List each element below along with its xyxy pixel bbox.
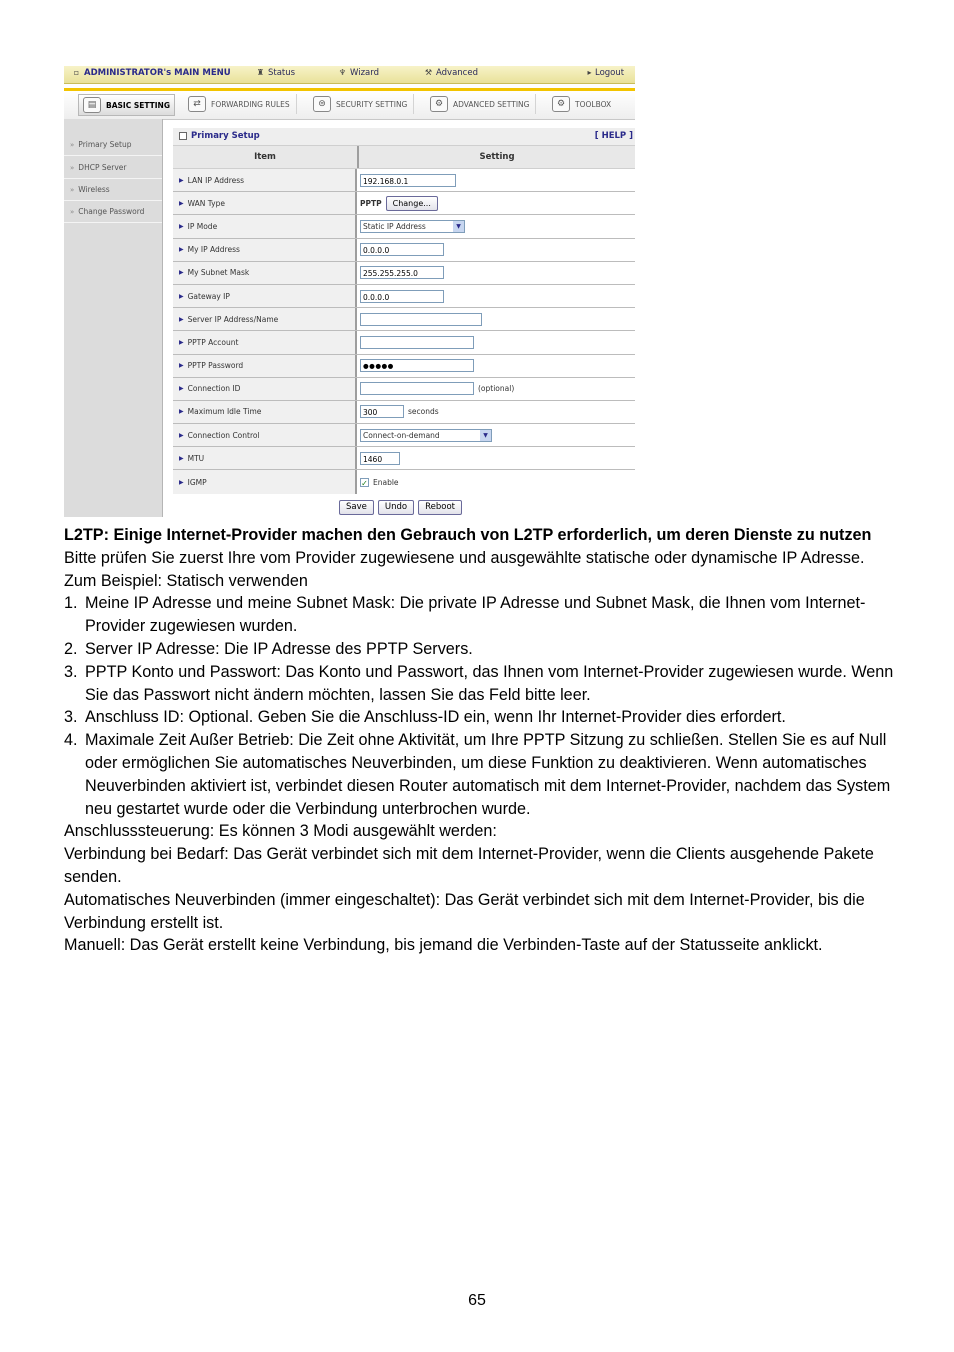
row-arrow-icon: ▶ bbox=[179, 362, 184, 370]
sidebar-item-wireless[interactable]: » Wireless bbox=[64, 179, 162, 201]
list-item: 4. Maximale Zeit Außer Betrieb: Die Zeit ohne Aktivität, um Ihre PPTP Sitzung zu schließen. Stellen Sie es auf Null oder ermöglichen Sie automatisches Neuverbinden, um diese Funktion zu deaktivieren. Wenn automatisches Neuverbinden aktiviert ist, verbindet diesen Router automatisch mit dem Internet-Provider, nachdem das System neu gestartet wurde oder die Verbindung unterbrochen wurde. bbox=[64, 731, 891, 818]
row-server-ip: ▶ Server IP Address/Name bbox=[173, 308, 635, 331]
row-arrow-icon: ▶ bbox=[179, 385, 184, 393]
advanced-setting-icon: ⚙ bbox=[430, 96, 448, 112]
change-wan-button[interactable]: Change... bbox=[386, 196, 438, 211]
connection-control-select[interactable]: Connect-on-demand ▼ bbox=[360, 429, 492, 442]
wizard-link[interactable]: ♆ Wizard bbox=[338, 68, 379, 78]
row-arrow-icon: ▶ bbox=[179, 199, 184, 207]
connection-id-input[interactable] bbox=[360, 382, 474, 395]
main-menu-title: ▫ ADMINISTRATOR's MAIN MENU bbox=[73, 68, 231, 78]
status-icon: ♜ bbox=[256, 68, 265, 77]
control-intro: Anschlusssteuerung: Es können 3 Modi ausgewählt werden: bbox=[64, 822, 497, 841]
toolbox-icon: ⚙ bbox=[552, 96, 570, 112]
row-arrow-icon: ▶ bbox=[179, 176, 184, 184]
page-number: 65 bbox=[468, 1292, 486, 1309]
chevron-down-icon: ▼ bbox=[453, 221, 464, 232]
row-arrow-icon: ▶ bbox=[179, 292, 184, 300]
list-item: 2. Server IP Adresse: Die IP Adresse des PPTP Servers. bbox=[64, 639, 473, 658]
pptp-password-input[interactable]: ●●●●● bbox=[360, 359, 474, 372]
bullet-icon: » bbox=[70, 163, 75, 172]
main-menu-bar bbox=[64, 66, 635, 84]
row-arrow-icon: ▶ bbox=[179, 315, 184, 323]
auto-reconnect-paragraph: Automatisches Neuverbinden (immer eingeschaltet): Das Gerät verbindet sich mit dem Internet-Provider, bis die Verbindung erstellt ist. bbox=[64, 890, 865, 932]
menu-square-icon: ▫ bbox=[73, 68, 80, 77]
logout-link[interactable]: ▸ Logout bbox=[587, 68, 625, 78]
save-button[interactable]: Save bbox=[339, 500, 374, 515]
row-arrow-icon: ▶ bbox=[179, 454, 184, 462]
undo-button[interactable]: Undo bbox=[378, 500, 414, 515]
tab-security-setting[interactable]: ⊜ SECURITY SETTING bbox=[313, 94, 414, 114]
row-arrow-icon: ▶ bbox=[179, 478, 184, 486]
column-setting: Setting bbox=[359, 146, 635, 168]
status-link[interactable]: ♜ Status bbox=[256, 68, 296, 78]
sidebar bbox=[64, 119, 163, 517]
row-wan-type: ▶ WAN Type PPTP Change... bbox=[173, 192, 635, 215]
row-connection-control: ▶ Connection Control Connect-on-demand ▼ bbox=[173, 424, 635, 447]
help-link[interactable]: [ HELP ] bbox=[594, 131, 633, 141]
server-ip-input[interactable] bbox=[360, 313, 482, 326]
sidebar-item-change-password[interactable]: » Change Password bbox=[64, 201, 162, 223]
sidebar-item-dhcp-server[interactable]: » DHCP Server bbox=[64, 157, 162, 179]
router-ui-screenshot bbox=[64, 66, 635, 517]
row-pptp-password: ▶ PPTP Password ●●●●● bbox=[173, 355, 635, 378]
panel-header bbox=[173, 128, 635, 146]
bullet-icon: » bbox=[70, 207, 75, 216]
optional-hint: (optional) bbox=[478, 384, 515, 394]
panel-square-icon bbox=[179, 132, 187, 140]
row-connection-id: ▶ Connection ID (optional) bbox=[173, 378, 635, 401]
row-mtu: ▶ MTU 1460 bbox=[173, 447, 635, 470]
subnet-mask-input[interactable]: 255.255.255.0 bbox=[360, 266, 444, 279]
gateway-ip-input[interactable]: 0.0.0.0 bbox=[360, 290, 444, 303]
wizard-icon: ♆ bbox=[338, 68, 347, 77]
row-gateway-ip: ▶ Gateway IP 0.0.0.0 bbox=[173, 285, 635, 308]
row-arrow-icon: ▶ bbox=[179, 338, 184, 346]
arrow-right-icon: ▸ bbox=[587, 68, 592, 77]
advanced-icon: ⚒ bbox=[424, 68, 433, 77]
advanced-link[interactable]: ⚒ Advanced bbox=[424, 68, 478, 78]
seconds-unit: seconds bbox=[408, 407, 439, 417]
panel-title: Primary Setup bbox=[179, 131, 260, 141]
my-ip-input[interactable]: 0.0.0.0 bbox=[360, 243, 444, 256]
bullet-icon: » bbox=[70, 185, 75, 194]
list-item: 3. PPTP Konto und Passwort: Das Konto und Passwort, das Ihnen vom Internet-Provider zugewiesen wurde. Wenn Sie das Passwort nicht ändern möchten, lassen Sie das Feld bitte leer. bbox=[64, 662, 894, 704]
row-subnet-mask: ▶ My Subnet Mask 255.255.255.0 bbox=[173, 262, 635, 285]
intro-paragraph: Bitte prüfen Sie zuerst Ihre vom Provider zugewiesene und ausgewählte statische oder dynamische IP Adresse. bbox=[64, 548, 865, 567]
column-headers bbox=[173, 146, 635, 169]
row-max-idle-time: ▶ Maximum Idle Time 300 seconds bbox=[173, 401, 635, 424]
ip-mode-select[interactable]: Static IP Address ▼ bbox=[360, 220, 465, 233]
lan-ip-input[interactable]: 192.168.0.1 bbox=[360, 174, 456, 187]
row-igmp: ▶ IGMP ✓ Enable bbox=[173, 470, 635, 493]
primary-setup-panel bbox=[173, 128, 635, 494]
idle-time-input[interactable]: 300 bbox=[360, 405, 404, 418]
pptp-account-input[interactable] bbox=[360, 336, 474, 349]
example-line: Zum Beispiel: Statisch verwenden bbox=[64, 571, 308, 590]
manual-paragraph: Manuell: Das Gerät erstellt keine Verbindung, bis jemand die Verbinden-Taste auf der Statusseite anklickt. bbox=[64, 936, 823, 955]
wan-type-value: PPTP bbox=[360, 198, 382, 208]
column-item: Item bbox=[173, 146, 359, 168]
steps-list bbox=[64, 592, 894, 820]
row-arrow-icon: ▶ bbox=[179, 246, 184, 254]
row-arrow-icon: ▶ bbox=[179, 431, 184, 439]
settings-toolbar bbox=[64, 88, 635, 120]
bullet-icon: » bbox=[70, 140, 75, 149]
igmp-enable-label: Enable bbox=[373, 477, 399, 487]
list-item: 3. Anschluss ID: Optional. Geben Sie die Anschluss-ID ein, wenn Ihr Internet-Provider dies erfordert. bbox=[64, 708, 786, 727]
form-buttons bbox=[339, 500, 462, 515]
security-icon: ⊜ bbox=[313, 96, 331, 112]
tab-basic-setting[interactable]: ▤ BASIC SETTING bbox=[78, 94, 175, 116]
tab-advanced-setting[interactable]: ⚙ ADVANCED SETTING bbox=[430, 94, 536, 114]
row-ip-mode: ▶ IP Mode Static IP Address ▼ bbox=[173, 215, 635, 238]
row-arrow-icon: ▶ bbox=[179, 222, 184, 230]
row-pptp-account: ▶ PPTP Account bbox=[173, 331, 635, 354]
tab-forwarding-rules[interactable]: ⇄ FORWARDING RULES bbox=[188, 94, 297, 114]
list-item: 1. Meine IP Adresse und meine Subnet Mask: Die private IP Adresse und Subnet Mask, die Ihnen vom Internet-Provider zugewiesen wurden. bbox=[64, 594, 866, 636]
row-arrow-icon: ▶ bbox=[179, 408, 184, 416]
basic-setting-icon: ▤ bbox=[83, 97, 101, 113]
igmp-enable-checkbox[interactable]: ✓ bbox=[361, 478, 368, 488]
manual-text bbox=[64, 524, 894, 957]
on-demand-paragraph: Verbindung bei Bedarf: Das Gerät verbindet sich mit dem Internet-Provider, wenn die Clients ausgehende Pakete senden. bbox=[64, 845, 874, 886]
row-my-ip: ▶ My IP Address 0.0.0.0 bbox=[173, 239, 635, 262]
row-arrow-icon: ▶ bbox=[179, 269, 184, 277]
section-heading: L2TP: Einige Internet-Provider machen den Gebrauch von L2TP erforderlich, um deren Dienste zu nutzen bbox=[64, 526, 872, 544]
chevron-down-icon: ▼ bbox=[480, 430, 491, 441]
tab-toolbox[interactable]: ⚙ TOOLBOX bbox=[552, 94, 617, 114]
sidebar-item-primary-setup[interactable]: » Primary Setup bbox=[64, 134, 162, 156]
reboot-button[interactable]: Reboot bbox=[418, 500, 462, 515]
mtu-input[interactable]: 1460 bbox=[360, 452, 400, 465]
row-lan-ip: ▶ LAN IP Address 192.168.0.1 bbox=[173, 169, 635, 192]
forwarding-icon: ⇄ bbox=[188, 96, 206, 112]
